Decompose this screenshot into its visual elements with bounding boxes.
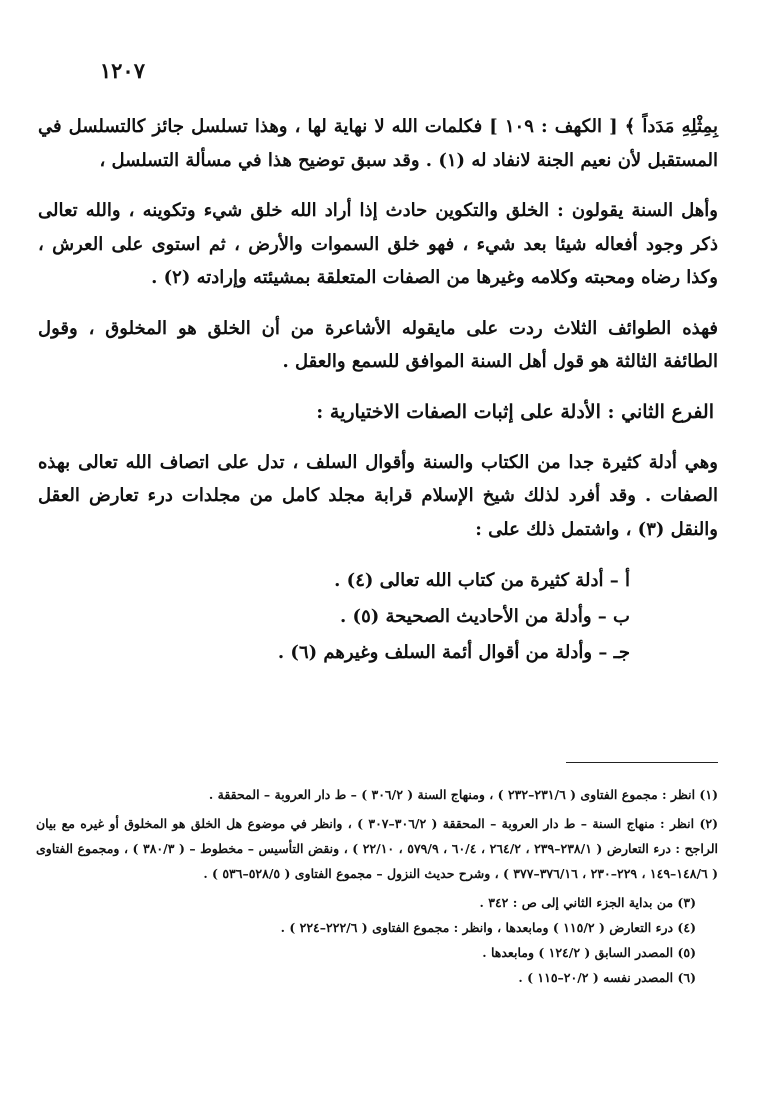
list-item: أ – أدلة كثيرة من كتاب الله تعالى (٤) . xyxy=(334,570,630,591)
paragraph-ahl-sunnah-view: وأهل السنة يقولون : الخلق والتكوين حادث إذا أراد الله خلق شيء وتكوينه ، والله تعالى ذكر وجود أفعاله شيئا بعد شيء ، فهو خلق السموات والأرض ، ثم استوى على العرش ، وكذا رضاه ومحبته وكلامه وغيرها من الصفات المتعلقة بمشيئته وإرادته (٢) . xyxy=(38,200,718,288)
list-item: جـ – وأدلة من أقوال أئمة السلف وغيرهم (٦) . xyxy=(277,642,630,663)
footnote-1: (١) انظر : مجموع الفتاوى ( ٢٣١/٦–٢٣٢ ) ، ومنهاج السنة ( ٣٠٦/٢ ) – ط دار العروبة – المحققة . xyxy=(208,787,718,802)
footnote-2: (٢) انظر : منهاج السنة – ط دار العروبة – المحققة ( ٣٠٦/٢–٣٠٧ ) ، وانظر في موضوع هل الخلق هو المخلوق أو غيره مع بيان الراجح : درء التعارض ( ٢٣٨/١–٢٣٩ ، ٢٦٤/٢ ، ٦٠/٤ ، ٥٧٩/٩ ، ٢٢/١٠ ) ، ونقض التأسيس – مخطوط – ( ٣٨٠/٣ ) ، ومجموع الفتاوى ( ١٤٨/٦–١٤٩ ، ٢٢٩–٢٣٠ ، ٣٧٦/١٦–٣٧٧ ) ، وشرح حديث النزول – مجموع الفتاوى ( ٥٢٨/٥–٥٣٦ ) . xyxy=(36,816,719,881)
main-text xyxy=(38,110,718,671)
footnotes xyxy=(36,782,718,990)
footnote-4: (٤) درء التعارض ( ١١٥/٢ ) ومابعدها ، وانظر : مجموع الفتاوى ( ٢٢٢/٦–٢٢٤ ) . xyxy=(280,920,696,935)
footnote-6: (٦) المصدر نفسه ( ٢٠/٢–١١٥ ) . xyxy=(518,970,696,985)
evidence-list xyxy=(38,563,718,671)
list-item: ب – وأدلة من الأحاديث الصحيحة (٥) . xyxy=(340,606,630,627)
paragraph-infinite-words: بِمِثْلِهِ مَدَداً ﴾ [ الكهف : ١٠٩ ] فكلمات الله لا نهاية لها ، وهذا تسلسل جائز كالتسلسل في المستقبل لأن نعيم الجنة لانفاد له (١) . وقد سبق توضيح هذا في مسألة التسلسل ، xyxy=(38,116,718,171)
page-number: ١٢٠٧ xyxy=(99,58,145,83)
paragraph-three-sects: فهذه الطوائف الثلاث ردت على مايقوله الأشاعرة من أن الخلق هو المخلوق ، وقول الطائفة الثالثة هو قول أهل السنة الموافق للسمع والعقل . xyxy=(38,317,718,372)
paragraph-evidence: وهي أدلة كثيرة جدا من الكتاب والسنة وأقوال السلف ، تدل على اتصاف الله تعالى بهذه الصفات . وقد أفرد لذلك شيخ الإسلام قرابة مجلد كامل من مجلدات درء تعارض العقل والنقل (٣) ، واشتمل ذلك على : xyxy=(38,451,718,540)
section-heading: الفرع الثاني : الأدلة على إثبات الصفات الاختيارية : xyxy=(316,400,714,423)
footnote-5: (٥) المصدر السابق ( ١٢٤/٢ ) ومابعدها . xyxy=(482,945,696,960)
footnote-divider xyxy=(566,762,718,763)
footnote-3: (٣) من بداية الجزء الثاني إلى ص : ٣٤٢ . xyxy=(479,895,696,910)
